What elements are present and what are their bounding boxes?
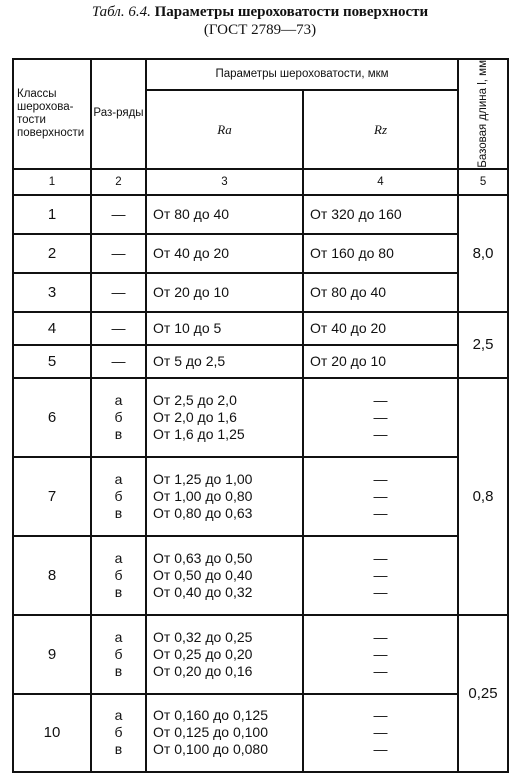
rz-range: — (373, 645, 388, 662)
table-row (13, 694, 508, 772)
rz-range: — (373, 724, 388, 741)
ra-range: От 0,125 до 0,100 (153, 724, 268, 741)
col-number: 1 (13, 169, 91, 195)
grade-letter: б (114, 408, 123, 425)
table-number: Табл. 6.4. (91, 4, 151, 20)
grade-cell: — (91, 273, 146, 312)
base-length-cell: 8,0 (458, 195, 508, 312)
base-length-cell: 0,8 (458, 378, 508, 615)
rz-range: — (373, 391, 388, 408)
grade-letter: а (114, 391, 123, 408)
rz-cell: От 160 до 80 (303, 234, 458, 273)
grade-cell (91, 694, 146, 772)
class-cell: 1 (13, 195, 91, 234)
grade-cell: — (91, 345, 146, 378)
grade-letter: а (114, 470, 123, 487)
class-cell: 3 (13, 273, 91, 312)
header-grades: Раз-ряды (91, 59, 146, 169)
grade-cell: — (91, 195, 146, 234)
grade-letter: б (114, 645, 123, 662)
grade-cell: — (91, 234, 146, 273)
ra-range: От 0,32 до 0,25 (153, 628, 253, 645)
rz-range: — (373, 583, 388, 600)
rz-cell (303, 457, 458, 536)
table-row (13, 273, 508, 312)
ra-cell: От 40 до 20 (146, 234, 303, 273)
class-cell: 8 (13, 536, 91, 615)
ra-cell: От 80 до 40 (146, 195, 303, 234)
grade-letter: в (114, 504, 123, 521)
table-standard: (ГОСТ 2789—73) (203, 22, 317, 38)
ra-cell (146, 536, 303, 615)
rz-range: — (373, 549, 388, 566)
rz-cell: От 40 до 20 (303, 312, 458, 345)
rz-range: — (373, 470, 388, 487)
ra-cell (146, 457, 303, 536)
col-number: 5 (458, 169, 508, 195)
ra-range: От 0,50 до 0,40 (153, 566, 253, 583)
rz-range: — (373, 425, 388, 442)
table-row (13, 312, 508, 345)
grade-cell (91, 615, 146, 694)
base-length-cell: 2,5 (458, 312, 508, 378)
rz-cell (303, 615, 458, 694)
rz-cell (303, 694, 458, 772)
grade-cell: — (91, 312, 146, 345)
grade-letter: в (114, 662, 123, 679)
grade-cell (91, 378, 146, 457)
ra-range: От 1,6 до 1,25 (153, 425, 245, 442)
grade-letter: б (114, 566, 123, 583)
ra-range: От 2,5 до 2,0 (153, 391, 237, 408)
grade-letter: а (114, 549, 123, 566)
ra-range: От 0,160 до 0,125 (153, 707, 268, 724)
header-classes: Классы шерохова-тости поверхности (13, 59, 91, 169)
rz-cell (303, 378, 458, 457)
ra-range: От 1,00 до 0,80 (153, 487, 253, 504)
ra-range: От 0,63 до 0,50 (153, 549, 253, 566)
ra-cell (146, 378, 303, 457)
class-cell: 9 (13, 615, 91, 694)
header-base-length: Базовая длина l, мм (476, 60, 489, 168)
ra-cell (146, 694, 303, 772)
col-number: 3 (146, 169, 303, 195)
ra-range: От 0,80 до 0,63 (153, 504, 253, 521)
ra-range: От 0,100 до 0,080 (153, 741, 268, 758)
header-rz: Rz (303, 90, 458, 169)
class-cell: 2 (13, 234, 91, 273)
table-row (13, 345, 508, 378)
table-row (13, 234, 508, 273)
rz-range: — (373, 487, 388, 504)
ra-range: От 1,25 до 1,00 (153, 470, 253, 487)
class-cell: 7 (13, 457, 91, 536)
ra-range: От 0,40 до 0,32 (153, 583, 253, 600)
rz-cell: От 20 до 10 (303, 345, 458, 378)
rz-range: — (373, 566, 388, 583)
grade-letter: в (114, 425, 123, 442)
header-ra: Ra (146, 90, 303, 169)
rz-range: — (373, 628, 388, 645)
rz-range: — (373, 707, 388, 724)
ra-range: От 2,0 до 1,6 (153, 408, 237, 425)
grade-cell (91, 457, 146, 536)
col-number: 2 (91, 169, 146, 195)
ra-range: От 0,25 до 0,20 (153, 645, 253, 662)
table-caption: Параметры шероховатости поверхности (154, 4, 429, 20)
rz-cell: От 320 до 160 (303, 195, 458, 234)
rz-range: — (373, 662, 388, 679)
grade-cell (91, 536, 146, 615)
base-length-cell: 0,25 (458, 615, 508, 772)
col-number: 4 (303, 169, 458, 195)
grade-letter: в (114, 741, 123, 758)
class-cell: 10 (13, 694, 91, 772)
header-params: Параметры шероховатости, мкм (146, 59, 458, 90)
rz-range: — (373, 408, 388, 425)
ra-cell: От 5 до 2,5 (146, 345, 303, 378)
roughness-table (12, 58, 509, 773)
class-cell: 4 (13, 312, 91, 345)
ra-cell: От 20 до 10 (146, 273, 303, 312)
table-row (13, 195, 508, 234)
table-row (13, 457, 508, 536)
class-cell: 5 (13, 345, 91, 378)
grade-letter: б (114, 487, 123, 504)
grade-letter: а (114, 707, 123, 724)
class-cell: 6 (13, 378, 91, 457)
header-base-length-cell (458, 59, 508, 169)
ra-cell (146, 615, 303, 694)
rz-range: — (373, 504, 388, 521)
ra-cell: От 10 до 5 (146, 312, 303, 345)
table-title (0, 4, 520, 21)
ra-range: От 0,20 до 0,16 (153, 662, 253, 679)
grade-letter: а (114, 628, 123, 645)
rz-cell: От 80 до 40 (303, 273, 458, 312)
rz-cell (303, 536, 458, 615)
table-row (13, 536, 508, 615)
table-row (13, 378, 508, 457)
table-row (13, 615, 508, 694)
grade-letter: в (114, 583, 123, 600)
grade-letter: б (114, 724, 123, 741)
rz-range: — (373, 741, 388, 758)
